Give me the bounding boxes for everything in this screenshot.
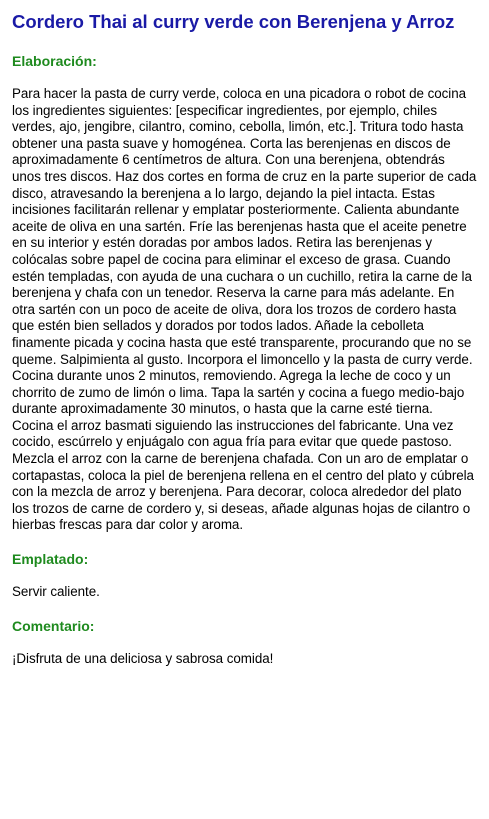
- elaboracion-heading: Elaboración:: [12, 53, 97, 69]
- emplatado-section: [12, 550, 477, 601]
- recipe-title: Cordero Thai al curry verde con Berenjena y Arroz: [12, 11, 455, 32]
- elaboracion-text: Para hacer la pasta de curry verde, coloca en una picadora o robot de cocina los ingredientes siguientes: [especificar ingredientes, por ejemplo, chiles verdes, ajo, jengibre, cilantro, comino, cebolla, limón, etc.]. Tritura todo hasta obtener una pasta suave y homogénea. Corta las berenjenas en discos de aproximadamente 6 centímetros de altura. Con una berenjena, obtendrás unos tres discos. Haz dos cortes en forma de cruz en la parte superior de cada disco, atravesando la berenjena a lo largo, dejando la piel intacta. Estas incisiones facilitarán rellenar y emplatar posteriormente. Calienta abundante aceite de oliva en una sartén. Fríe las berenjenas hasta que el aceite penetre en su interior y estén doradas por ambos lados. Retira las berenjenas y colócalas sobre papel de cocina para eliminar el exceso de grasa. Cuando estén templadas, con ayuda de una cuchara o un cuchillo, retira la carne de la berenjena y chafa con un tenedor. Reserva la carne para más adelante. En otra sartén con un poco de aceite de oliva, dora los trozos de cordero hasta que estén bien sellados y dorados por todos lados. Añade la cebolleta finamente picada y cocina hasta que esté transparente, procurando que no se queme. Salpimienta al gusto. Incorpora el limoncello y la pasta de curry verde. Cocina durante unos 2 minutos, removiendo. Agrega la leche de coco y un chorrito de zumo de limón o lima. Tapa la sartén y cocina a fuego medio-bajo durante aproximadamente 30 minutos, o hasta que la carne esté tierna. Cocina el arroz basmati siguiendo las instrucciones del fabricante. Una vez cocido, escúrrelo y enjuágalo con agua fría para evitar que quede pastoso. Mezcla el arroz con la carne de berenjena chafada. Con un aro de emplatar o cortapastas, coloca la piel de berenjena rellena en el centro del plato y cúbrela con la mezcla de arroz y berenjena. Para decorar, coloca alrededor del plato los trozos de carne de cordero y, si deseas, añade algunas hojas de cilantro o hierbas frescas para dar color y aroma.: [12, 86, 477, 533]
- emplatado-heading: Emplatado:: [12, 551, 89, 568]
- emplatado-text: Servir caliente.: [12, 584, 100, 600]
- comentario-section: [12, 617, 477, 668]
- comentario-heading: Comentario:: [12, 617, 95, 634]
- comentario-text: ¡Disfruta de una deliciosa y sabrosa comida!: [12, 650, 274, 666]
- elaboracion-section: [12, 52, 477, 534]
